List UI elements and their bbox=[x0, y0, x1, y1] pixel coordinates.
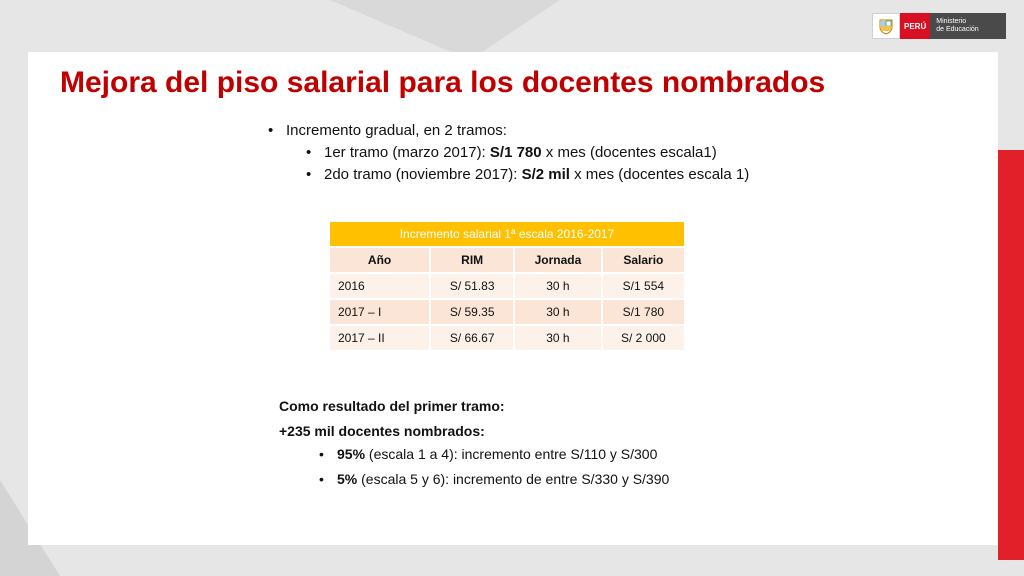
ministry-line-1: Ministerio bbox=[936, 18, 967, 25]
header-salario: Salario bbox=[602, 247, 684, 273]
bullet-main bbox=[268, 120, 749, 142]
red-accent-bar bbox=[998, 150, 1024, 560]
bullet-sub-1-prefix: 1er tramo (marzo 2017): bbox=[324, 144, 490, 161]
cell-rim: S/ 66.67 bbox=[430, 325, 514, 350]
cell-salario: S/1 554 bbox=[602, 273, 684, 299]
table-caption: Incremento salarial 1ª escala 2016-2017 bbox=[330, 222, 684, 247]
slide-title: Mejora del piso salarial para los docentes nombrados bbox=[60, 66, 826, 99]
bullet-dot: • bbox=[306, 166, 312, 183]
cell-jornada: 30 h bbox=[514, 325, 602, 350]
result-item-text: (escala 5 y 6): incremento de entre S/330 y S/390 bbox=[357, 471, 670, 487]
ministry-label bbox=[930, 13, 1006, 39]
bullet-sub-1-amount: S/1 780 bbox=[489, 144, 542, 161]
ministry-logo bbox=[872, 13, 1006, 39]
table-header-row bbox=[330, 247, 684, 273]
bullet-sub-2-amount: S/2 mil bbox=[521, 166, 570, 183]
table-row bbox=[330, 325, 684, 350]
bullet-sub-1-suffix: x mes (docentes escala1) bbox=[541, 144, 717, 161]
bullet-dot: • bbox=[268, 122, 274, 139]
cell-jornada: 30 h bbox=[514, 299, 602, 325]
result-item-percent: 5% bbox=[337, 471, 358, 487]
header-year: Año bbox=[330, 247, 430, 273]
header-jornada: Jornada bbox=[514, 247, 602, 273]
cell-salario: S/1 780 bbox=[602, 299, 684, 325]
bullet-sub-2-suffix: x mes (docentes escala 1) bbox=[569, 166, 750, 183]
header-rim: RIM bbox=[430, 247, 514, 273]
peru-label: PERÚ bbox=[900, 13, 930, 39]
bullet-dot: • bbox=[319, 446, 324, 462]
salary-table bbox=[330, 222, 684, 350]
result-item-percent: 95% bbox=[337, 446, 366, 462]
cell-rim: S/ 51.83 bbox=[430, 273, 514, 299]
bullet-main-text: Incremento gradual, en 2 tramos: bbox=[286, 122, 507, 139]
cell-year: 2017 – I bbox=[330, 299, 430, 325]
bullet-dot: • bbox=[319, 471, 324, 487]
result-item bbox=[279, 469, 677, 489]
coat-of-arms-icon bbox=[872, 13, 900, 39]
result-heading: Como resultado del primer tramo: bbox=[279, 398, 505, 414]
bullet-sub-1 bbox=[268, 142, 749, 164]
ministry-line-2: de Educación bbox=[936, 26, 979, 33]
bullet-sub-2 bbox=[268, 164, 749, 186]
cell-rim: S/ 59.35 bbox=[430, 299, 514, 325]
table-row bbox=[330, 299, 684, 325]
cell-year: 2016 bbox=[330, 273, 430, 299]
result-section bbox=[279, 394, 677, 494]
bullet-dot: • bbox=[306, 144, 312, 161]
cell-salario: S/ 2 000 bbox=[602, 325, 684, 350]
result-item bbox=[279, 444, 677, 464]
result-item-text: (escala 1 a 4): incremento entre S/110 y S/300 bbox=[365, 446, 658, 462]
table-row bbox=[330, 273, 684, 299]
cell-year: 2017 – II bbox=[330, 325, 430, 350]
result-subheading: +235 mil docentes nombrados: bbox=[279, 423, 485, 439]
cell-jornada: 30 h bbox=[514, 273, 602, 299]
bullet-list bbox=[268, 120, 749, 186]
bullet-sub-2-prefix: 2do tramo (noviembre 2017): bbox=[324, 166, 522, 183]
